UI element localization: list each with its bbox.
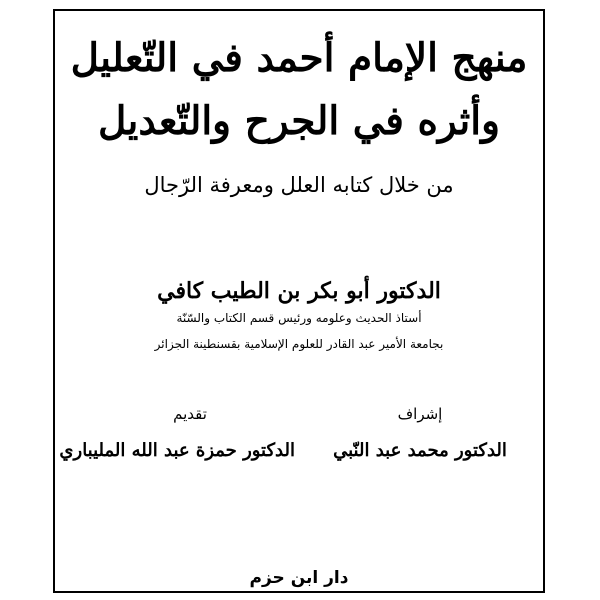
foreword-author-name: الدكتور حمزة عبد الله المليباري xyxy=(59,440,295,461)
supervisor-name: الدكتور محمد عبد النّبي xyxy=(333,440,507,461)
book-subtitle: من خلال كتابه العلل ومعرفة الرّجال xyxy=(144,173,454,197)
foreword-label: تقديم xyxy=(173,405,207,423)
book-title-line-1: منهج الإمام أحمد في التّعليل xyxy=(70,35,528,81)
supervision-label: إشراف xyxy=(397,405,443,423)
author-name: الدكتور أبو بكر بن الطيب كافي xyxy=(157,278,441,304)
author-affiliation: بجامعة الأمير عبد القادر للعلوم الإسلامية بقسنطينة الجزائر xyxy=(154,337,444,351)
author-role: أستاذ الحديث وعلومه ورئيس قسم الكتاب والسّنّة xyxy=(176,311,422,325)
book-title-line-2: وأثره في الجرح والتّعديل xyxy=(98,98,500,144)
publisher-name: دار ابن حزم xyxy=(249,568,349,588)
